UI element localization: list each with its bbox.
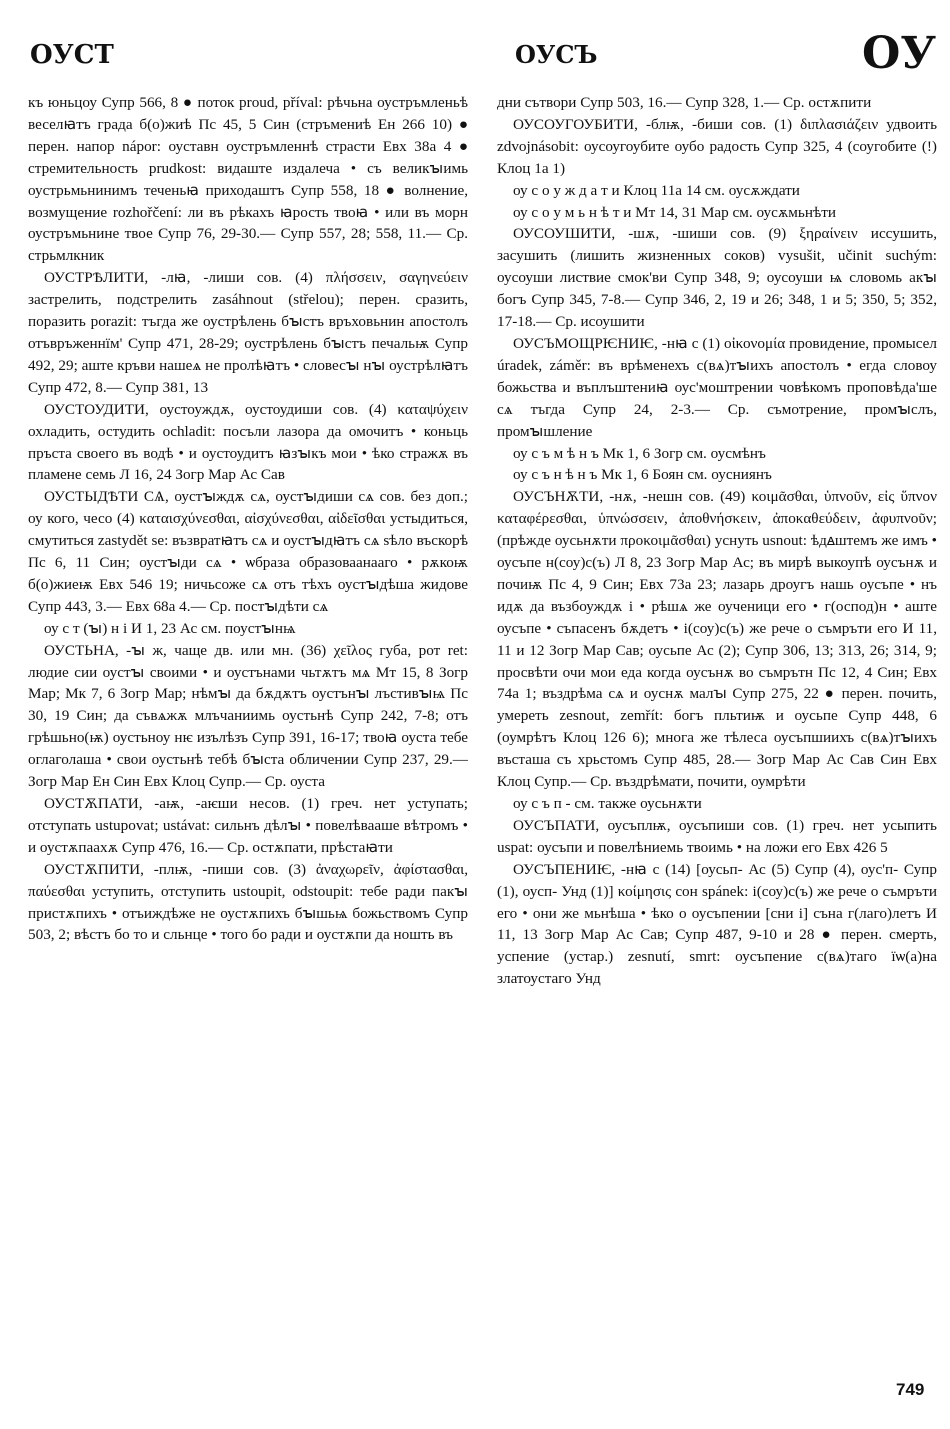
dictionary-entry: ОУСЪМОЩРѤНИѤ, -нꙗ с (1) οἰκονομία провидение, промысел úradek, záměr: въ врѣменехъ с(вѧ)тꙑихъ апостолъ • егда словоу божьства и въплъштениꙗ оус'моштрении човѣкомъ проповѣда'ше сѧ тъгда Супр 24, 2-3.— Ср. съмотрение, промꙑслъ, промꙑшление — [497, 334, 937, 440]
dictionary-entry: ОУСТОУДИТИ, оустоуждѫ, оустоудиши сов. (4) καταψύχειν охладить, остудить ochladit: посъли лазора да омочитъ • коньць пръста своего въ водѣ • и оустоудитъ ꙗзꙑкъ мои • ѣко стражѫ въ пламене семь Л 16, 24 Зогр Мар Ас Сав — [28, 400, 468, 484]
dictionary-entry: къ юньцоу Супр 566, 8 ● поток proud, příval: рѣчьна оустръмленьѣ веселꙗтъ града б(о)жиѣ Пс 45, 5 Син (стръмениѣ Ен 266 10) ● перен. напор nápor: оуставн оустръмленнѣ страсти Евх 38а 4 ● стремительность prudkost: видаште издалеча • съ великꙑимь оустрьмьнинимъ теченьꙗ приходаштъ Супр 558, 18 ● волнение, возмущение rozhořčení: ли въ рѣкахъ ꙗрость твоꙗ • или въ морн оустръмьнине твое Супр 76, 29-30.— Супр 557, 28; 558, 11.— Ср. стрьмлкник — [28, 94, 468, 265]
dictionary-entry: ОУСЪПЕНИѤ, -нꙗ с (14) [оусьп- Ас (5) Супр (4), оус'п- Супр (1), оусп- Унд (1)] κοίμησις сон spánek: і(соу)с(ъ) же рече о съмръти его • они же мьнѣша • ѣко о оусъпении [сни і] съна г(лаго)летъ И 11, 13 Зогр Мар Ас Сав; Супр 487, 9-10 и 28 ● перен. смерть, успение (устар.) zesnutí, smrt: оусъпение с(вѧ)таго їѡ(а)на златоустаго Унд — [497, 860, 937, 988]
dictionary-entry: оу с ъ н ѣ н ъ Мк 1, 6 Боян см. оусниянъ — [513, 466, 772, 484]
dictionary-entry: ОУСТРѢЛИТИ, -лꙗ, -лиши сов. (4) πλήσσειν, σαγηνεύειν застрелить, подстрелить zasáhnout (střelou); перен. сразить, поразить porazit: тъгда же оустрѣлень бꙑстъ връховьнин апостолъ отъвръженнїм' Супр 471, 28-29; оустрѣлень бꙑстъ печальѭ Супр 492, 29; аште кръви нашеѧ не пролѣꙗтъ • словесꙑ нꙑ оустрѣлꙗтъ Супр 472, 8.— Супр 381, 13 — [28, 269, 468, 396]
dictionary-entry: ОУСОУШИТИ, -шѫ, -шиши сов. (9) ξηραίνειν иссушить, засушить (лишить жизненных соков) vysušit, učinit suchým: оусоуши листвие смок'ви Супр 348, 9; оусоуши ѩ словомь акꙑ богъ Супр 345, 7-8.— Супр 346, 2, 19 и 26; 348, 1 и 5; 350, 5; 352, 17-18.— Ср. исоушити — [497, 225, 937, 331]
dictionary-entry: ОУСТЬНА, -ꙑ ж, чаще дв. или мн. (36) χεῖλος губа, рот ret: людие сии оустꙑ своими • и оустънами чьтѫтъ мѧ Мт 15, 8 Зогр Мар; Мк 7, 6 Зогр Мар; нѣмꙑ да бѫдѫтъ оустънꙑ лъстивꙑѩ Пс 30, 19 Син; да съвѧжѫ млъчаниимь оустьнѣ Супр 242, 7-8; отъ грѣшьно(ѭ) оустьноу нѥ изълѣзъ Супр 391, 16-17; твоꙗ оуста тебе оглаголаша • свои оустьнѣ тебѣ бꙑста обличении Супр 237, 29.— Зогр Мар Ен Син Евх Клоц Супр.— Ср. оуста — [28, 641, 468, 791]
dictionary-entry: дни сътвори Супр 503, 16.— Супр 328, 1.— Ср. остѫпити — [497, 94, 872, 111]
dictionary-entry: оу с ъ п - см. также оусьнѫти — [513, 795, 702, 812]
dictionary-entry: ОУСТЫДѢТИ СѦ, оустꙑждѫ сѧ, оустꙑдиши сѧ сов. без доп.; оу кого, чесо (4) καταισχύνεσθαι, αἰσχύνεσθαι, αἰδεῖσθαι устыдиться, смутиться zastydět se: възвратꙗтъ сѧ и оустꙑдꙗтъ сѧ ѕѣло въскорѣ Пс 6, 11 Син; оустꙑди сѧ • ѡбраза образоваанааго • рѫкоѭ б(о)жиеѭ Евх 546 19; ничьсоже сѧ отъ тѣхъ оустꙑдѣша жидове Супр 443, 3.— Евх 68а 4.— Ср. постꙑдѣти сѧ — [28, 488, 468, 615]
dictionary-entry: ОУСОУГОУБИТИ, -блѭ, -биши сов. (1) διπλασιάζειν удвоить zdvojnásobit: оусоугоубите оубо радость Супр 325, 4 (соугобите (!) Клоц 1а 1) — [497, 115, 937, 177]
page-number: 749 — [896, 1380, 925, 1399]
dictionary-entry: оу с т (ꙑ) н і И 1, 23 Ас см. поустꙑнѩ — [44, 619, 296, 637]
dictionary-entry: оу с ъ м ѣ н ъ Мк 1, 6 Зогр см. оусмѣнъ — [513, 444, 766, 462]
left-column — [28, 92, 468, 946]
running-header-middle: ОУСЪ — [515, 40, 598, 69]
dictionary-entry: оу с о у м ь н ѣ т и Мт 14, 31 Мар см. оусѫмьнѣти — [513, 203, 836, 221]
dictionary-entry: ОУСЪПАТИ, оусъплѭ, оусъпиши сов. (1) греч. нет усыпить uspat: оусъпи и повелѣниемь твоимь • на ложи его Евх 426 5 — [497, 816, 937, 856]
dictionary-entry: оу с о у ж д а т и Клоц 11а 14 см. оусѫждати — [513, 181, 800, 199]
right-column — [497, 92, 937, 990]
running-header-left: ОУСТ — [30, 40, 114, 70]
dictionary-entry: ОУСТѪПАТИ, -аѭ, -аѥши несов. (1) греч. нет уступать; отступать ustupovat; ustávat: сильнъ дѣлꙑ • повелѣваaше вѣтромъ • и оустѫпаахѫ Супр 476, 16.— Ср. остѫпати, прѣстаꙗти — [28, 795, 468, 856]
section-letter: ОУ — [862, 28, 937, 79]
dictionary-entry: ОУСТѪПИТИ, -плѭ, -пиши сов. (3) ἀναχωρεῖν, ἀφίστασθαι, παύεσθαι уступить, отступить ustoupit, odstoupit: тебе ради пакꙑ пристѫпихъ • отъиждѣже не оустѫпихъ бꙑшьѩ божьствомъ Супр 503, 2; вѣстъ бо то и сльнце • того бо ради и оустѫпи да ношть въ — [28, 860, 468, 944]
dictionary-entry: ОУСЪНѪТИ, -нѫ, -нешн сов. (49) κοιμᾶσθαι, ὑπνοῦν, εἰς ὕπνον καταφέρεσθαι, ὑπνώσσειν, ἀποθνήσκειν, ἀποκαθεύδειν, ἀφυπνοῦν; (прѣжде оусьнѫти προκοιμᾶσθαι) уснуть usnout: ѣдꙙштемъ же имъ • оусъпе н(соу)с(ъ) Л 8, 23 Зогр Мар Ас; въ мирѣ выкоупѣ оусънѫ и почиѭ Пс 4, 9 Син; Евх 73а 23; лазарь дроугъ нашь оусъпе • нъ идѫ да възбоуждѫ і • рѣшѧ же оученици его • г(оспод)н • аште оусъпе • съпасенъ бѫдетъ • і(соу)с(ъ) же рече о съмръти его И 11, 11 и 12 Зогр Мар Сав; оусьпе Ас (2); Супр 306, 13; 313, 26; 314, 9; просвѣти очи мои еда когда оусънѫ во съмрътн Пс 12, 4 Син; Евх 74а 1; въздрѣма сѧ и оуснѫ малꙑ Супр 275, 22 ● перен. почить, умереть zesnout, zemřít: богъ пльтиѭ и оусьпе Супр 448, 6 (оумрѣтъ Клоц 126 6); многа же тѣлеса оусъпшиихъ с(вѧ)тꙑихъ въсташа съ хрьстомъ Супр 485, 28.— Зогр Мар Ас Сав Син Евх Клоц Супр.— Ср. въздрѣмати, почити, оумрѣти — [497, 488, 937, 791]
